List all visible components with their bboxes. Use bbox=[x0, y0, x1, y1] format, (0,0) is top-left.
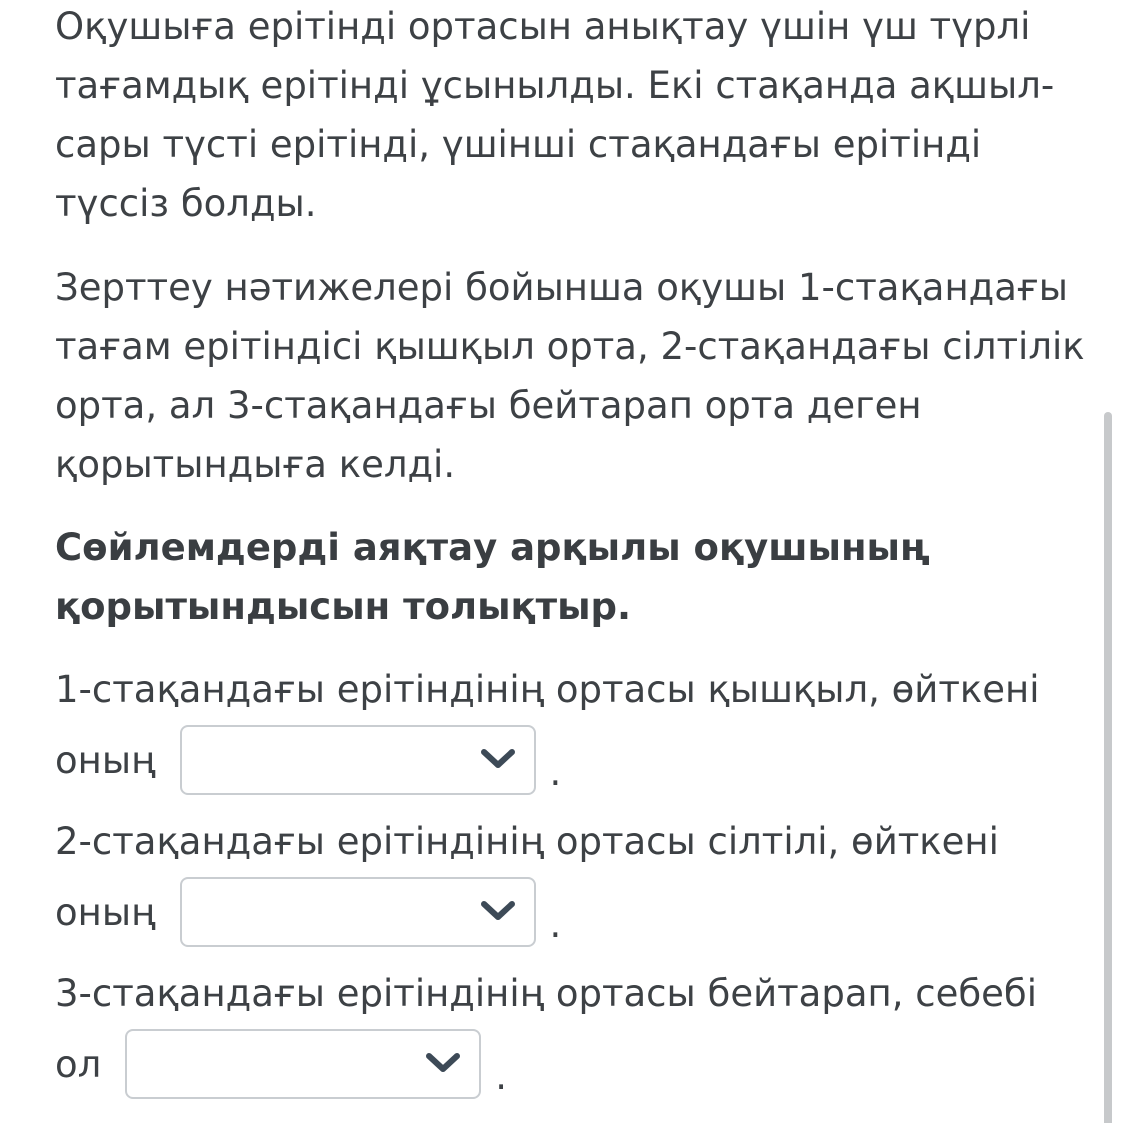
chevron-down-icon bbox=[425, 1051, 461, 1075]
question-paragraph-2: Зерттеу нәтижелері бойынша оқушы 1-стақандағы тағам ерітіндісі қышқыл орта, 2-стақандағы сілтілік орта, ал 3-стақандағы бейтарап орта деген қорытындыға келді. bbox=[55, 266, 1085, 486]
chevron-down-icon bbox=[480, 747, 516, 771]
sentence-text: 1-стақандағы ерітіндінің ортасы қышқыл, өйткені bbox=[55, 668, 1040, 711]
sentence-lead: оның bbox=[55, 738, 156, 782]
question-paragraph-1: Оқушыға ерітінді ортасын анықтау үшін үш түрлі тағамдық ерітінді ұсынылды. Екі стақанда ақшыл-сары түсті ерітінді, үшінші стақандағы ерітінді түссіз болды. bbox=[55, 5, 1055, 225]
chevron-down-icon bbox=[480, 899, 516, 923]
sentence-2 bbox=[55, 812, 1095, 949]
sentence-3 bbox=[55, 964, 1095, 1101]
sentence-lead: ол bbox=[55, 1042, 102, 1086]
answer-dropdown-3[interactable] bbox=[125, 1029, 481, 1099]
answer-dropdown-1[interactable] bbox=[180, 725, 536, 795]
sentence-text: 2-стақандағы ерітіндінің ортасы сілтілі, өйткені bbox=[55, 820, 999, 863]
sentence-text: 3-стақандағы ерітіндінің ортасы бейтарап, себебі bbox=[55, 972, 1038, 1015]
answer-dropdown-2[interactable] bbox=[180, 877, 536, 947]
sentence-period: . bbox=[495, 1054, 508, 1098]
sentence-1 bbox=[55, 660, 1095, 797]
scrollbar[interactable] bbox=[1104, 412, 1112, 1123]
sentence-period: . bbox=[549, 750, 562, 794]
sentence-lead: оның bbox=[55, 890, 156, 934]
question-instruction: Сөйлемдерді аяқтау арқылы оқушының қорытындысын толықтыр. bbox=[55, 526, 930, 628]
sentence-period: . bbox=[549, 902, 562, 946]
